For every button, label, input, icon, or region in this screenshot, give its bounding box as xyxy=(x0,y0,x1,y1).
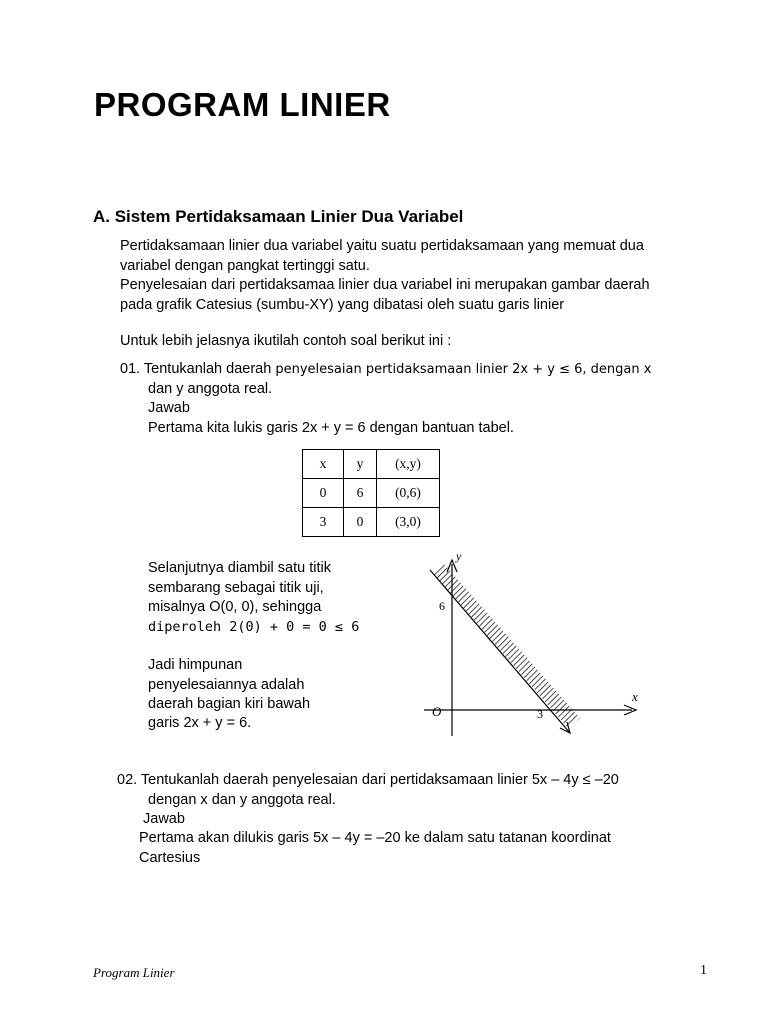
x-tick-label: 3 xyxy=(537,707,543,721)
hatched-region xyxy=(432,564,580,728)
intro-line-2: variabel dengan pangkat tertinggi satu. xyxy=(120,258,370,274)
page-number: 1 xyxy=(700,963,707,978)
example-1-line-2: dan y anggota real. xyxy=(148,381,273,397)
value-table xyxy=(302,449,440,537)
table-header-row xyxy=(303,450,440,479)
example-1-line-1-b: penyelesaian pertidaksamaan linier 2x + y ≤ 6, dengan x xyxy=(275,362,652,377)
example-1-line-4: Pertama kita lukis garis 2x + y = 6 dengan bantuan tabel. xyxy=(148,420,514,436)
table-cell: 6 xyxy=(344,479,377,508)
side-text-line-8: garis 2x + y = 6. xyxy=(148,715,252,731)
side-text-line-4: diperoleh 2(0) + 0 = 0 ≤ 6 xyxy=(148,619,360,635)
table-cell: 0 xyxy=(303,479,344,508)
y-axis-label: y xyxy=(456,549,462,563)
table-cell: 3 xyxy=(303,508,344,537)
example-1-line-1 xyxy=(120,360,651,380)
example-2-answer-label: Jawab xyxy=(143,811,185,827)
table-row xyxy=(303,508,440,537)
intro-line-4: pada grafik Catesius (sumbu-XY) yang dibatasi oleh suatu garis linier xyxy=(120,297,565,313)
table-header-cell: y xyxy=(344,450,377,479)
side-text-line-7: daerah bagian kiri bawah xyxy=(148,696,311,712)
example-2-line-2: dengan x dan y anggota real. xyxy=(148,792,336,808)
example-1-line-1-a: 01. Tentukanlah daerah xyxy=(120,361,276,377)
intro-line-1: Pertidaksamaan linier dua variabel yaitu suatu pertidaksamaan yang memuat dua xyxy=(120,238,644,254)
table-header-cell: x xyxy=(303,450,344,479)
table-cell: (3,0) xyxy=(377,508,440,537)
example-2-line-1: 02. Tentukanlah daerah penyelesaian dari pertidaksamaan linier 5x – 4y ≤ –20 xyxy=(117,772,619,788)
side-text-line-2: sembarang sebagai titik uji, xyxy=(148,580,324,596)
side-text-line-5: Jadi himpunan xyxy=(148,657,243,673)
table-header-cell: (x,y) xyxy=(377,450,440,479)
y-tick-label: 6 xyxy=(439,599,445,613)
table-cell: 0 xyxy=(344,508,377,537)
section-heading: A. Sistem Pertidaksamaan Linier Dua Variabel xyxy=(93,207,464,226)
intro-line-3: Penyelesaian dari pertidaksamaa linier dua variabel ini merupakan gambar daerah xyxy=(120,277,650,293)
footer-title: Program Linier xyxy=(93,965,175,980)
intro-line-5: Untuk lebih jelasnya ikutilah contoh soal berikut ini : xyxy=(120,333,452,349)
side-text-line-1: Selanjutnya diambil satu titik xyxy=(148,560,331,576)
x-axis-label: x xyxy=(632,689,638,704)
side-text-line-6: penyelesaiannya adalah xyxy=(148,677,305,693)
page-title: PROGRAM LINIER xyxy=(94,86,391,123)
side-text-line-3: misalnya O(0, 0), sehingga xyxy=(148,599,322,615)
example-2-line-5: Cartesius xyxy=(139,850,201,866)
example-1-answer-label: Jawab xyxy=(148,400,190,416)
coordinate-graph xyxy=(410,548,646,744)
table-row xyxy=(303,479,440,508)
example-2-line-4: Pertama akan dilukis garis 5x – 4y = –20 ke dalam satu tatanan koordinat xyxy=(139,830,611,846)
origin-label: O xyxy=(432,704,442,719)
boundary-line xyxy=(430,570,570,733)
table-cell: (0,6) xyxy=(377,479,440,508)
